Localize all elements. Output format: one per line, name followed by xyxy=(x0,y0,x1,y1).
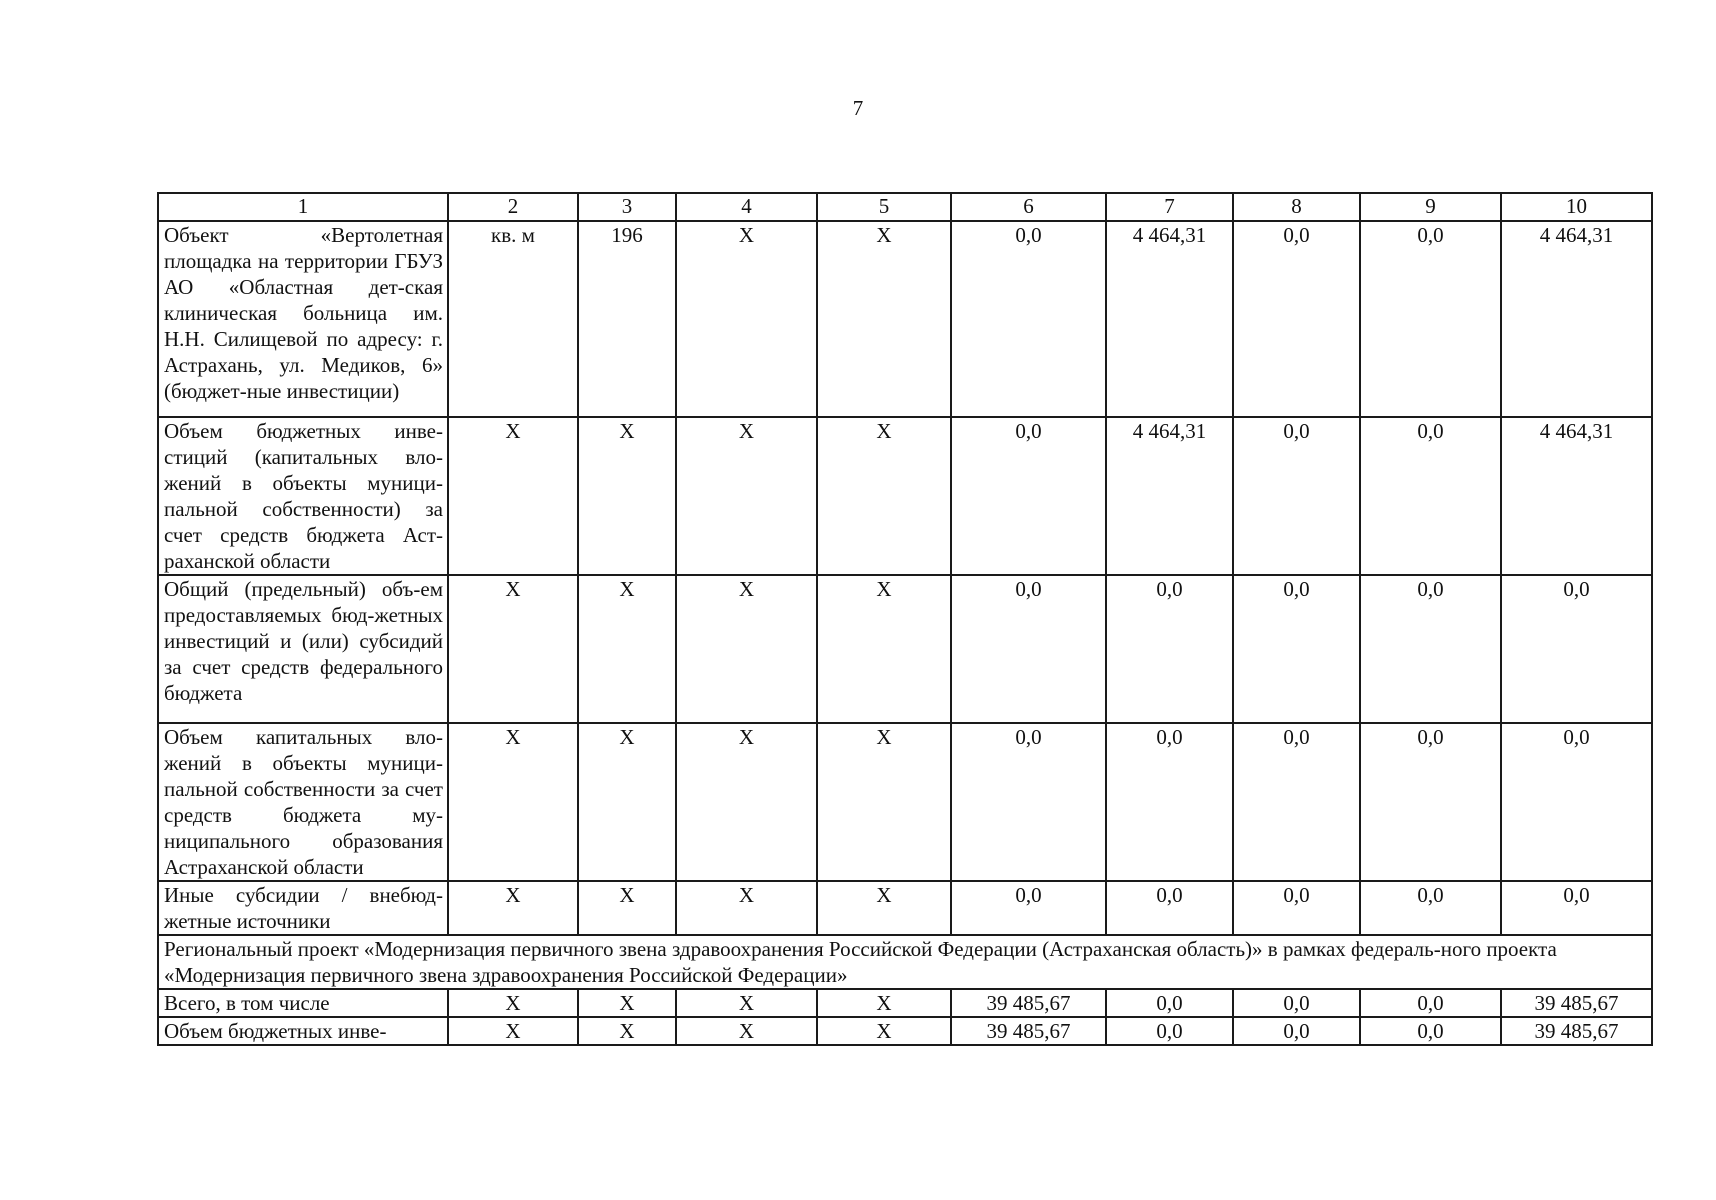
table-cell: X xyxy=(676,723,817,881)
column-header: 2 xyxy=(448,193,578,221)
table-cell: 0,0 xyxy=(951,575,1106,723)
column-header: 8 xyxy=(1233,193,1360,221)
table-cell: X xyxy=(448,1017,578,1045)
table-cell: 0,0 xyxy=(1106,1017,1233,1045)
table-cell: 0,0 xyxy=(1501,575,1652,723)
column-header: 6 xyxy=(951,193,1106,221)
budget-table xyxy=(157,192,1653,1046)
table-row xyxy=(158,1017,1652,1045)
table-cell: 0,0 xyxy=(1233,881,1360,935)
table-cell: 0,0 xyxy=(951,417,1106,575)
table-cell: 0,0 xyxy=(1360,575,1501,723)
table-cell: X xyxy=(817,989,951,1017)
table-cell: 0,0 xyxy=(1360,221,1501,417)
table-cell: 0,0 xyxy=(1360,1017,1501,1045)
table-cell: 0,0 xyxy=(1360,881,1501,935)
row-label: Объем капитальных вло-жений в объекты муници-пальной собственности за счет средств бюджета му-ниципального образования Астраханской области xyxy=(158,723,448,881)
table-row xyxy=(158,575,1652,723)
table-cell: 0,0 xyxy=(951,723,1106,881)
table-cell: 0,0 xyxy=(1501,723,1652,881)
table-cell: 0,0 xyxy=(1233,221,1360,417)
table-cell: X xyxy=(578,575,676,723)
table-cell: 4 464,31 xyxy=(1501,221,1652,417)
table-cell: 39 485,67 xyxy=(951,989,1106,1017)
table-cell: X xyxy=(578,723,676,881)
table-cell: X xyxy=(578,417,676,575)
table-cell: 0,0 xyxy=(951,221,1106,417)
header-row xyxy=(158,193,1652,221)
table-cell: 0,0 xyxy=(1233,575,1360,723)
section-title: Региональный проект «Модернизация первичного звена здравоохранения Российской Федерации (Астраханская область)» в рамках федераль-ного проекта «Модернизация первичного звена здравоохранения Российской Федерации» xyxy=(158,935,1652,989)
table-cell: X xyxy=(448,989,578,1017)
table-cell: кв. м xyxy=(448,221,578,417)
row-label: Объем бюджетных инве- xyxy=(158,1017,448,1045)
column-header: 3 xyxy=(578,193,676,221)
table-cell: X xyxy=(448,881,578,935)
table-cell: X xyxy=(676,989,817,1017)
table-cell: 4 464,31 xyxy=(1106,417,1233,575)
table-cell: X xyxy=(448,417,578,575)
table-cell: X xyxy=(676,417,817,575)
column-header: 7 xyxy=(1106,193,1233,221)
table-row xyxy=(158,723,1652,881)
table-cell: X xyxy=(676,575,817,723)
table-cell: 0,0 xyxy=(1501,881,1652,935)
table-cell: 0,0 xyxy=(1233,989,1360,1017)
table-row xyxy=(158,881,1652,935)
table-cell: X xyxy=(817,417,951,575)
table-cell: 4 464,31 xyxy=(1501,417,1652,575)
table-cell: X xyxy=(578,989,676,1017)
table-row xyxy=(158,221,1652,417)
table-cell: 0,0 xyxy=(1233,417,1360,575)
table-cell: 0,0 xyxy=(1360,989,1501,1017)
table-cell: 0,0 xyxy=(951,881,1106,935)
table-row xyxy=(158,989,1652,1017)
column-header: 4 xyxy=(676,193,817,221)
page-number: 7 xyxy=(852,96,864,120)
table-row xyxy=(158,417,1652,575)
table-cell: 0,0 xyxy=(1233,723,1360,881)
column-header: 10 xyxy=(1501,193,1652,221)
table-cell: 0,0 xyxy=(1106,881,1233,935)
table-cell: X xyxy=(448,723,578,881)
table-cell: 39 485,67 xyxy=(1501,989,1652,1017)
table-cell: X xyxy=(448,575,578,723)
column-header: 9 xyxy=(1360,193,1501,221)
table-cell: X xyxy=(578,1017,676,1045)
table-cell: X xyxy=(676,881,817,935)
row-label: Объем бюджетных инве-стиций (капитальных вло-жений в объекты муници-пальной собственности) за счет средств бюджета Аст-раханской области xyxy=(158,417,448,575)
table-cell: 0,0 xyxy=(1360,417,1501,575)
row-label: Общий (предельный) объ-ем предоставляемых бюд-жетных инвестиций и (или) субсидий за счет средств федерального бюджета xyxy=(158,575,448,723)
table-cell: X xyxy=(676,221,817,417)
row-label: Всего, в том числе xyxy=(158,989,448,1017)
table-cell: X xyxy=(817,1017,951,1045)
table-body xyxy=(158,193,1652,1045)
table-cell: 0,0 xyxy=(1233,1017,1360,1045)
row-label: Иные субсидии / внебюд-жетные источники xyxy=(158,881,448,935)
table-cell: X xyxy=(676,1017,817,1045)
table-cell: 0,0 xyxy=(1106,989,1233,1017)
table-cell: 39 485,67 xyxy=(1501,1017,1652,1045)
table-cell: X xyxy=(817,881,951,935)
table-cell: 4 464,31 xyxy=(1106,221,1233,417)
table-cell: X xyxy=(817,575,951,723)
column-header: 5 xyxy=(817,193,951,221)
table-cell: 39 485,67 xyxy=(951,1017,1106,1045)
table-cell: 196 xyxy=(578,221,676,417)
table-cell: X xyxy=(578,881,676,935)
row-label: Объект «Вертолетная площадка на территории ГБУЗ АО «Областная дет-ская клиническая больница им. Н.Н. Силищевой по адресу: г. Астрахань, ул. Медиков, 6» (бюджет-ные инвестиции) xyxy=(158,221,448,417)
table-cell: X xyxy=(817,723,951,881)
column-header: 1 xyxy=(158,193,448,221)
table-cell: 0,0 xyxy=(1106,575,1233,723)
section-row xyxy=(158,935,1652,989)
table-cell: X xyxy=(817,221,951,417)
table-cell: 0,0 xyxy=(1360,723,1501,881)
table-cell: 0,0 xyxy=(1106,723,1233,881)
